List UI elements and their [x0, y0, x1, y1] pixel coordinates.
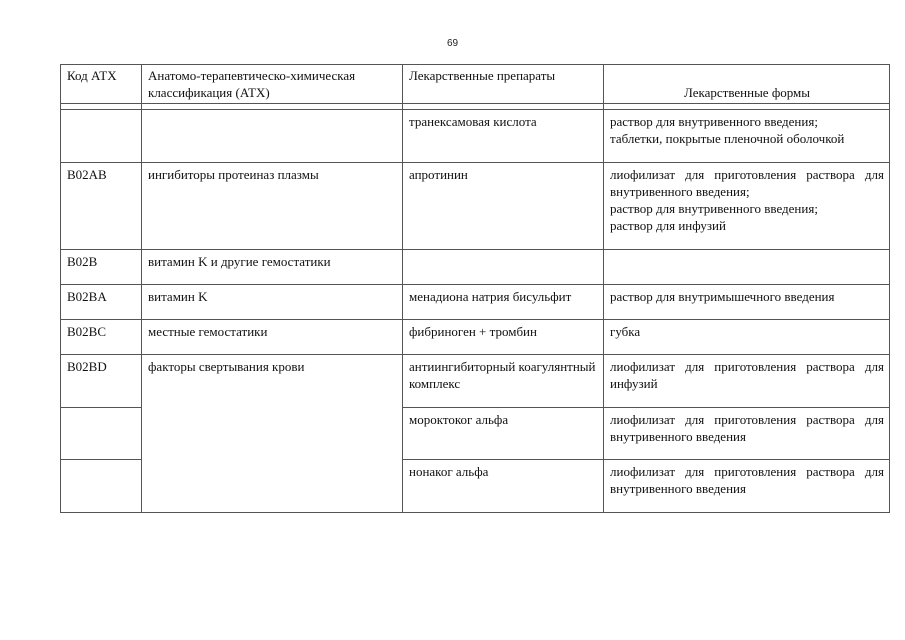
form-line: таблетки, покрытые пленочной оболочкой [610, 131, 845, 146]
cell-code: B02BD [61, 355, 142, 408]
cell-forms [604, 250, 890, 285]
cell-forms [604, 285, 890, 320]
cell-code: B02AB [61, 163, 142, 250]
cell-drug: транексамовая кислота [403, 110, 604, 163]
cell-forms [604, 320, 890, 355]
cell-drug: мороктоког альфа [403, 408, 604, 460]
cell-classification [142, 110, 403, 163]
cell-forms: лиофилизат для приготовления раствора для инфузий [604, 355, 890, 408]
form-line: раствор для внутримышечного введения [610, 289, 835, 304]
form-line: лиофилизат для приготовления раствора для внутривенного введения; [610, 167, 884, 199]
cell-classification: факторы свертывания крови [142, 355, 403, 513]
table-row [61, 163, 890, 250]
cell-classification: местные гемостатики [142, 320, 403, 355]
cell-drug: апротинин [403, 163, 604, 250]
table-row [61, 355, 890, 408]
cell-code: B02BA [61, 285, 142, 320]
cell-classification: витамин K и другие гемостатики [142, 250, 403, 285]
cell-forms [604, 163, 890, 250]
cell-drug: антиингибиторный коагулянтный комплекс [403, 355, 604, 408]
cell-code [61, 110, 142, 163]
header-code: Код АТХ [61, 65, 142, 104]
cell-code [61, 460, 142, 513]
cell-code [61, 408, 142, 460]
cell-drug [403, 250, 604, 285]
cell-forms [604, 110, 890, 163]
table-row [61, 285, 890, 320]
table-row [61, 320, 890, 355]
cell-classification: ингибиторы протеиназ плазмы [142, 163, 403, 250]
header-drugs: Лекарственные препараты [403, 65, 604, 104]
cell-drug: менадиона натрия бисульфит [403, 285, 604, 320]
form-line: раствор для внутривенного введения; [610, 201, 818, 216]
cell-code: B02BC [61, 320, 142, 355]
form-line: раствор для инфузий [610, 218, 726, 233]
form-line: раствор для внутривенного введения; [610, 114, 818, 129]
table-row [61, 110, 890, 163]
cell-drug: фибриноген + тромбин [403, 320, 604, 355]
cell-classification: витамин K [142, 285, 403, 320]
cell-forms: лиофилизат для приготовления раствора для внутривенного введения [604, 460, 890, 513]
page-number: 69 [446, 38, 459, 49]
cell-code: B02B [61, 250, 142, 285]
form-line: губка [610, 324, 641, 339]
header-classification: Анатомо-терапевтическо-химическая классификация (АТХ) [142, 65, 403, 104]
table-header-row [61, 65, 890, 104]
cell-drug: нонаког альфа [403, 460, 604, 513]
header-forms: Лекарственные формы [604, 65, 890, 104]
atc-table [60, 64, 890, 513]
table-row [61, 250, 890, 285]
cell-forms: лиофилизат для приготовления раствора для внутривенного введения [604, 408, 890, 460]
